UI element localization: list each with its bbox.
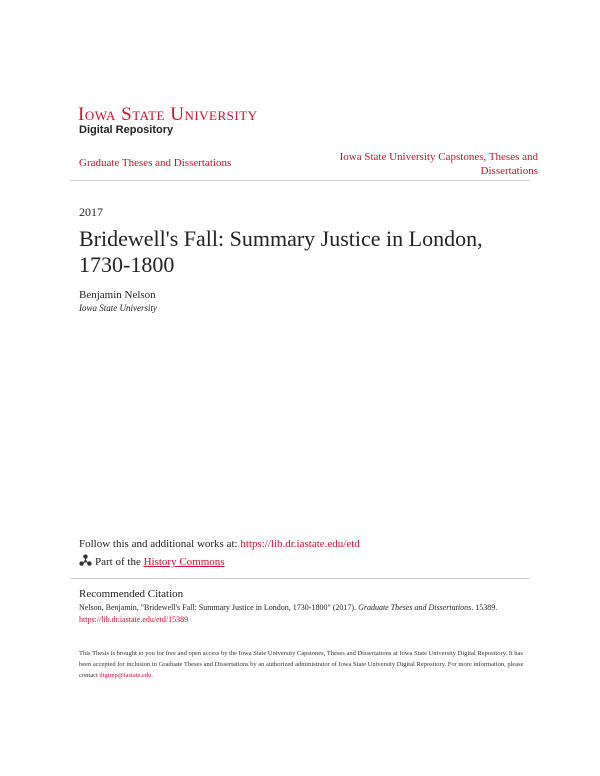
university-logo: Iowa State University [78,104,258,125]
follow-prefix: Follow this and additional works at: [79,538,241,550]
citation-series: Graduate Theses and Dissertations [358,603,472,612]
part-of-prefix: Part of the [95,556,144,568]
part-of-line [79,554,225,569]
notice-text: This Thesis is brought to you for free and open access by the Iowa State University Capstones, Theses and Dissertations at Iowa State University Digital Repository. It has been accepted for inclusion in Graduate Theses and Dissertations by an authorized administrator of Iowa State University Digital Repository. For more information, please contact [79,650,524,679]
citation-heading: Recommended Citation [79,588,184,600]
author-institution: Iowa State University [79,303,157,313]
document-title: Bridewell's Fall: Summary Justice in London, 1730-1800 [79,226,483,277]
author-name: Benjamin Nelson [79,289,156,301]
history-commons-link[interactable]: History Commons [143,556,225,568]
follow-line [79,537,360,551]
access-notice [79,648,534,681]
follow-url-link[interactable]: https://lib.dr.iastate.edu/etd [240,538,360,550]
publication-year: 2017 [79,205,103,219]
citation-text: Nelson, Benjamin, "Bridewell's Fall: Summary Justice in London, 1730-1800" (2017). [79,603,359,612]
citation-number: . 15389. [471,603,498,612]
citation-url-link[interactable]: https://lib.dr.iastate.edu/etd/15389 [79,615,189,624]
commons-network-icon [79,554,92,567]
header-divider [70,180,530,181]
citation-block [79,602,529,626]
collection-link-left[interactable]: Graduate Theses and Dissertations [79,157,232,169]
repository-name: Digital Repository [79,124,174,136]
notice-end: . [151,672,154,679]
contact-email-link[interactable]: digirep@iastate.edu [99,672,152,679]
collection-link-right[interactable]: Iowa State University Capstones, Theses and Dissertations [339,151,538,177]
citation-divider [70,578,530,579]
